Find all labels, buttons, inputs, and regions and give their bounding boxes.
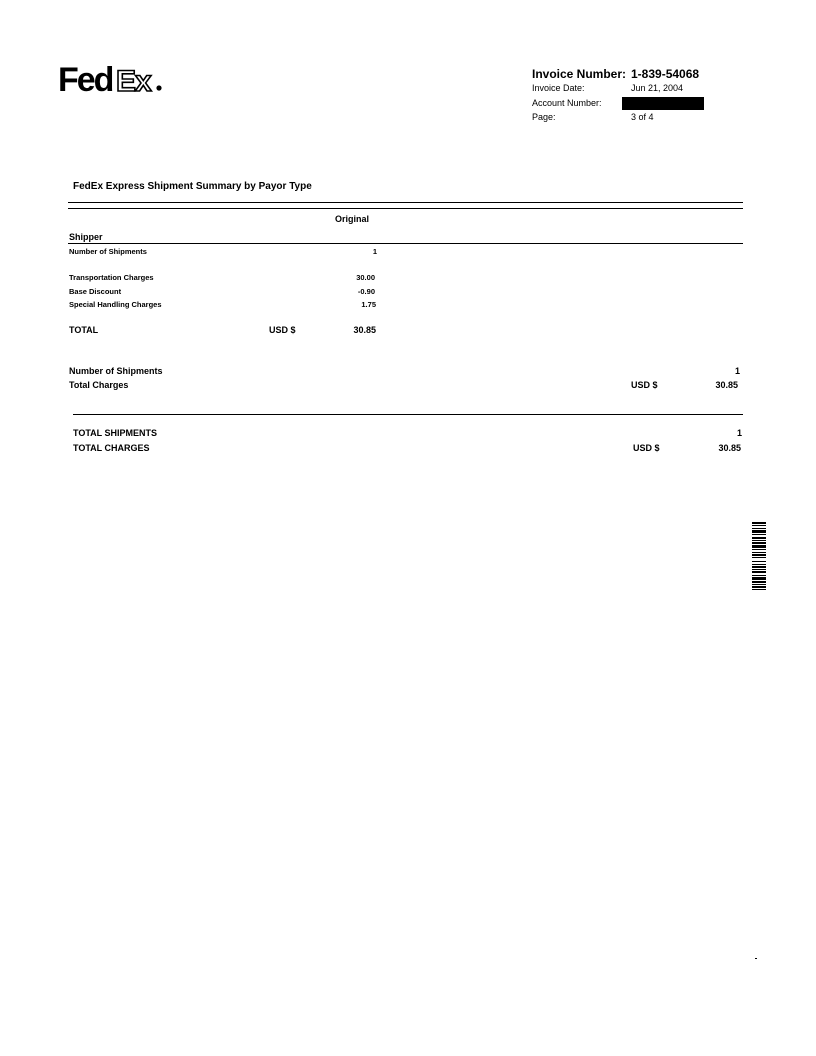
total-label: TOTAL [69,325,99,335]
invoice-date-label: Invoice Date: [532,83,585,93]
grand-shipments-value: 1 [736,428,742,438]
row-value: -0.90 [357,287,375,296]
row-value: 1.75 [361,300,376,309]
account-number-redaction [622,97,704,110]
summary-charges-value: 30.85 [715,380,738,390]
page-label: Page: [532,112,556,122]
column-header-original: Original [335,214,370,224]
grand-charges-currency: USD $ [633,443,660,453]
fedex-logo [58,58,168,98]
grand-total-rule [73,414,743,415]
grand-charges-label: TOTAL CHARGES [73,443,150,453]
total-currency: USD $ [269,325,296,335]
barcode-graphic [752,522,766,620]
summary-shipments-value: 1 [734,366,740,376]
row-value: 1 [372,247,377,256]
shipper-rule [68,243,743,244]
invoice-date: Jun 21, 2004 [631,83,684,93]
invoice-number-label: Invoice Number: [532,67,627,81]
page-number: 3 of 4 [631,112,654,122]
svg-text:Ex: Ex [116,65,151,98]
row-label: Special Handling Charges [69,300,162,309]
total-value: 30.85 [353,325,376,335]
section-title: FedEx Express Shipment Summary by Payor Type [73,181,312,192]
row-label: Transportation Charges [69,273,154,282]
invoice-number: 1-839-54068 [631,67,700,81]
top-rule-2 [68,208,743,209]
summary-charges-label: Total Charges [69,380,129,390]
grand-shipments-label: TOTAL SHIPMENTS [73,428,158,438]
summary-shipments-label: Number of Shipments [69,366,163,376]
row-label: Base Discount [69,287,122,296]
page-mark [755,958,757,959]
account-number-label: Account Number: [532,98,602,108]
svg-text:Fed: Fed [58,61,113,98]
row-value: 30.00 [356,273,375,282]
top-rule [68,202,743,203]
group-label-shipper: Shipper [69,232,103,242]
summary-charges-currency: USD $ [631,380,658,390]
grand-charges-value: 30.85 [718,443,741,453]
row-label: Number of Shipments [69,247,147,256]
